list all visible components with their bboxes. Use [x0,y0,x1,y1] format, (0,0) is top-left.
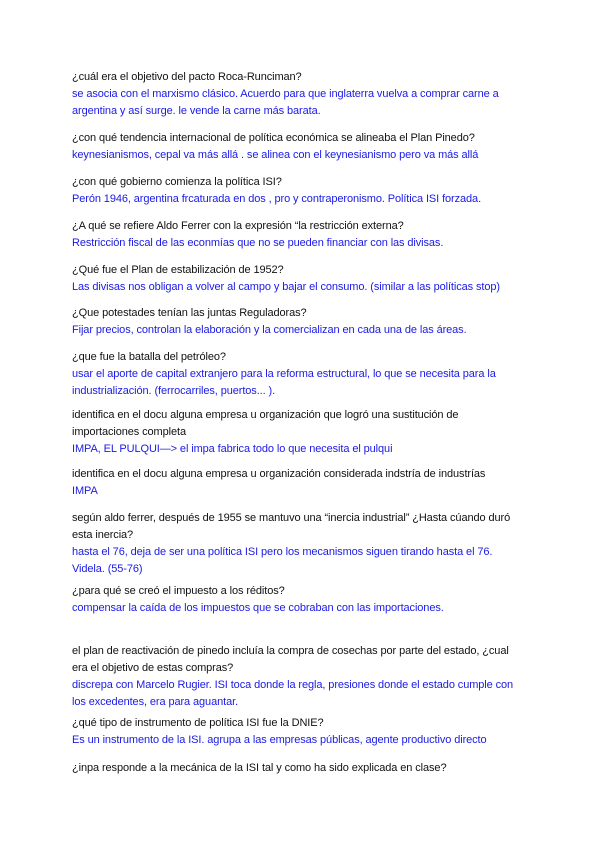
question-text: ¿Qué fue el Plan de estabilización de 1952? [72,264,284,276]
answer-text: Perón 1946, argentina frcaturada en dos , pro y contraperonismo. Política ISI forzada. [72,193,482,205]
qa-item [72,262,522,296]
answer-text: IMPA, EL PULQUI—> el impa fabrica todo lo que necesita el pulqui [72,443,393,455]
question-text: ¿que fue la batalla del petróleo? [72,351,226,363]
question-text: ¿con qué gobierno comienza la política ISI? [72,176,282,188]
qa-item [72,715,522,749]
qa-item [72,349,522,400]
qa-item [72,174,522,208]
qa-item [72,69,522,120]
qa-item [72,218,522,252]
question-text: identifica en el docu alguna empresa u organización que logró una sustitución de importaciones completa [72,409,459,438]
question-text: ¿A qué se refiere Aldo Ferrer con la expresión “la restricción externa? [72,220,404,232]
answer-text: se asocia con el marxismo clásico. Acuerdo para que inglaterra vuelva a comprar carne a argentina y así surge. le vende la carne más barata. [72,88,499,117]
answer-text: hasta el 76, deja de ser una política ISI pero los mecanismos siguen tirando hasta el 76. Videla. (55-76) [72,546,493,575]
answer-text: compensar la caída de los impuestos que se cobraban con las importaciones. [72,602,444,614]
question-text: ¿cuál era el objetivo del pacto Roca-Runciman? [72,71,302,83]
question-text: ¿inpa responde a la mecánica de la ISI tal y como ha sido explicada en clase? [72,762,447,774]
qa-item [72,760,522,777]
question-text: identifica en el docu alguna empresa u organización considerada indstría de industrías [72,468,486,480]
answer-text: Restricción fiscal de las econmías que no se pueden financiar con las divisas. [72,237,444,249]
question-text: ¿para qué se creó el impuesto a los réditos? [72,585,285,597]
qa-item [72,583,522,617]
answer-text: discrepa con Marcelo Rugier. ISI toca donde la regla, presiones donde el estado cumple con los excedentes, era para aguantar. [72,679,514,708]
qa-item [72,130,522,164]
question-text: ¿con qué tendencia internacional de política económica se alineaba el Plan Pinedo? [72,132,475,144]
question-text: el plan de reactivación de pinedo incluía la compra de cosechas por parte del estado, ¿cual era el objetivo de estas compras? [72,645,509,674]
question-text: ¿qué tipo de instrumento de política ISI fue la DNIE? [72,717,324,729]
qa-item [72,407,522,458]
answer-text: IMPA [72,485,98,497]
answer-text: usar el aporte de capital extranjero para la reforma estructural, lo que se necesita para la industrialización. (ferrocarriles, puertos... ). [72,368,496,397]
answer-text: Fijar precios, controlan la elaboración y la comercializan en cada una de las áreas. [72,324,467,336]
answer-text: Es un instrumento de la ISI. agrupa a las empresas públicas, agente productivo directo [72,734,487,746]
qa-item [72,305,522,339]
qa-item [72,466,522,500]
question-text: ¿Que potestades tenían las juntas Reguladoras? [72,307,307,319]
answer-text: keynesianismos, cepal va más allá . se alinea con el keynesianismo pero va más allá [72,149,479,161]
answer-text: Las divisas nos obligan a volver al campo y bajar el consumo. (similar a las políticas stop) [72,281,500,293]
qa-item [72,643,522,711]
question-text: según aldo ferrer, después de 1955 se mantuvo una “inercia industrial” ¿Hasta cúando duró esta inercia? [72,512,511,541]
qa-item [72,510,522,578]
